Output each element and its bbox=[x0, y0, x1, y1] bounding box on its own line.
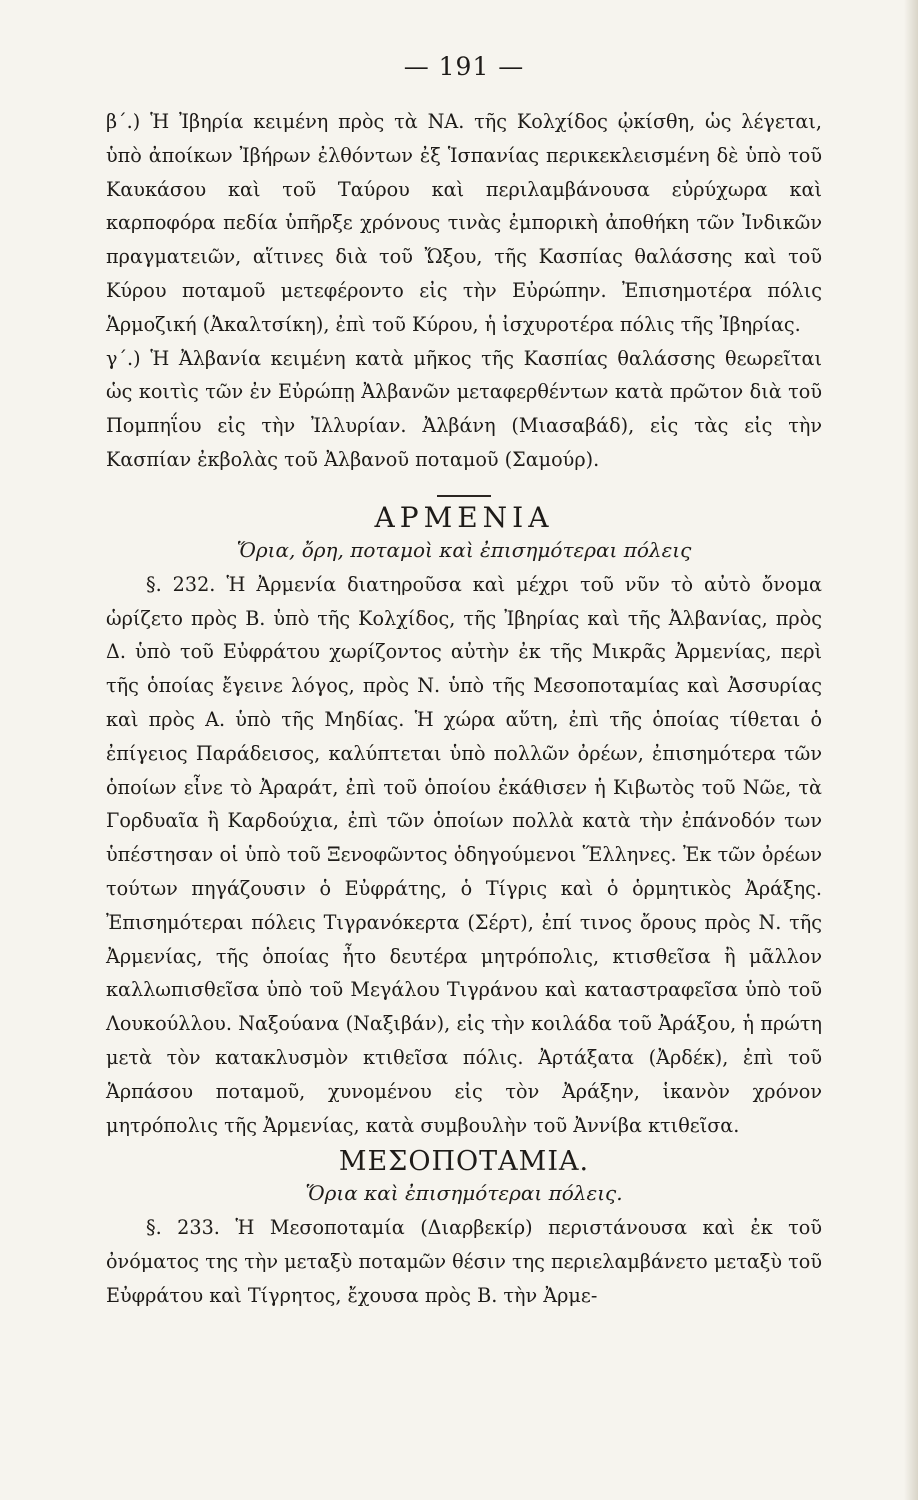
paragraph-mesopotamia: §. 233. Ἡ Μεσοποταμία (Διαρβεκίρ) περιστάνουσα καὶ ἐκ τοῦ ὀνόματος της τὴν μεταξὺ ποταμῶν θέσιν της περιελαμβάνετο μεταξὺ τοῦ Εὐφράτου καὶ Τίγρητος, ἔχουσα πρὸς Β. τὴν Ἀρμε- bbox=[106, 1216, 822, 1307]
subheading-armenia: Ὅρια, ὄρη, ποταμοὶ καὶ ἐπισημότεραι πόλεις bbox=[236, 537, 692, 562]
page-number: — 191 — bbox=[403, 52, 525, 81]
section-heading-armenia: ΑΡΜΕΝΙΑ bbox=[374, 500, 554, 534]
paragraph-albania: γ΄.) Ἡ Ἀλβανία κειμένη κατὰ μῆκος τῆς Κασπίας θαλάσσης θεωρεῖται ὡς κοιτὶς τῶν ἐν Εὐρώπῃ Ἀλβανῶν μεταφερθέντων κατὰ πρῶτον διὰ τοῦ Πομπηΐου εἰς τὴν Ἰλλυρίαν. Ἀλβάνη (Μιασαβάδ), εἰς τὰς εἰς τὴν Κασπίαν ἐκβολὰς τοῦ Ἀλβανοῦ ποταμοῦ (Σαμούρ). bbox=[106, 346, 822, 471]
paragraph-iberia: β΄.) Ἡ Ἰβηρία κειμένη πρὸς τὰ ΝΑ. τῆς Κολχίδος ᾠκίσθη, ὡς λέγεται, ὑπὸ ἀποίκων Ἰβήρων ἐλθόντων ἐξ Ἱσπανίας περικεκλεισμένη δὲ ὑπὸ τοῦ Καυκάσου καὶ τοῦ Ταύρου καὶ περιλαμβάνουσα εὐρύχωρα καὶ καρποφόρα πεδία ὑπῆρξε χρόνους τινὰς ἐμπορικὴ ἀποθήκη τῶν Ἰνδικῶν πραγματειῶν, αἵτινες διὰ τοῦ Ὤξου, τῆς Κασπίας θαλάσσης καὶ τοῦ Κύρου ποταμοῦ μετεφέροντο εἰς τὴν Εὐρώπην. Ἐπισημοτέρα πόλις Ἁρμοζική (Ἀκαλτσίκη), ἐπὶ τοῦ Κύρου, ἡ ἰσχυροτέρα πόλις τῆς Ἰβηρίας. bbox=[106, 110, 822, 336]
subheading-mesopotamia: Ὅρια καὶ ἐπισημότεραι πόλεις. bbox=[305, 1181, 623, 1206]
paragraph-armenia: §. 232. Ἡ Ἀρμενία διατηροῦσα καὶ μέχρι τοῦ νῦν τὸ αὐτὸ ὄνομα ὡρίζετο πρὸς Β. ὑπὸ τῆς Κολχίδος, τῆς Ἰβηρίας καὶ τῆς Ἀλβανίας, πρὸς Δ. ὑπὸ τοῦ Εὐφράτου χωρίζοντος αὐτὴν ἐκ τῆς Μικρᾶς Ἀρμενίας, περὶ τῆς ὁποίας ἔγεινε λόγος, πρὸς Ν. ὑπὸ τῆς Μεσοποταμίας καὶ Ἀσσυρίας καὶ πρὸς Α. ὑπὸ τῆς Μηδίας. Ἡ χώρα αὕτη, ἐπὶ τῆς ὁποίας τίθεται ὁ ἐπίγειος Παράδεισος, καλύπτεται ὑπὸ πολλῶν ὀρέων, ἐπισημότερα τῶν ὁποίων εἶνε τὸ Ἀραράτ, ἐπὶ τοῦ ὁποίου ἐκάθισεν ἡ Κιβωτὸς τοῦ Νῶε, τὰ Γορδυαῖα ἢ Καρδούχια, ἐπὶ τῶν ὁποίων πολλὰ κατὰ τὴν ἐπάνοδόν των ὑπέστησαν οἱ ὑπὸ τοῦ Ξενοφῶντος ὁδηγούμενοι Ἕλληνες. Ἐκ τῶν ὀρέων τούτων πηγάζουσιν ὁ Εὐφράτης, ὁ Τίγρις καὶ ὁ ὁρμητικὸς Ἀράξης. Ἐπισημότεραι πόλεις Τιγρανόκερτα (Σέρτ), ἐπί τινος ὄρους πρὸς Ν. τῆς Ἀρμενίας, τῆς ὁποίας ἦτο δευτέρα μητρόπολις, κτισθεῖσα ἢ μᾶλλον καλλωπισθεῖσα ὑπὸ τοῦ Μεγάλου Τιγράνου καὶ καταστραφεῖσα ὑπὸ τοῦ Λουκούλλου. Ναξούανα (Ναξιβάν), εἰς τὴν κοιλάδα τοῦ Ἀράξου, ἡ πρώτη μετὰ τὸν κατακλυσμὸν κτιθεῖσα πόλις. Ἀρτάξατα (Ἀρδέκ), ἐπὶ τοῦ Ἁρπάσου ποταμοῦ, χυνομένου εἰς τὸν Ἀράξην, ἱκανὸν χρόνον μητρόπολις τῆς Ἀρμενίας, κατὰ συμβουλὴν τοῦ Ἀννίβα κτιθεῖσα. bbox=[106, 572, 822, 1137]
section-heading-mesopotamia: ΜΕΣΟΠΟΤΑΜΙΑ. bbox=[338, 1146, 590, 1178]
section-divider bbox=[437, 495, 491, 497]
